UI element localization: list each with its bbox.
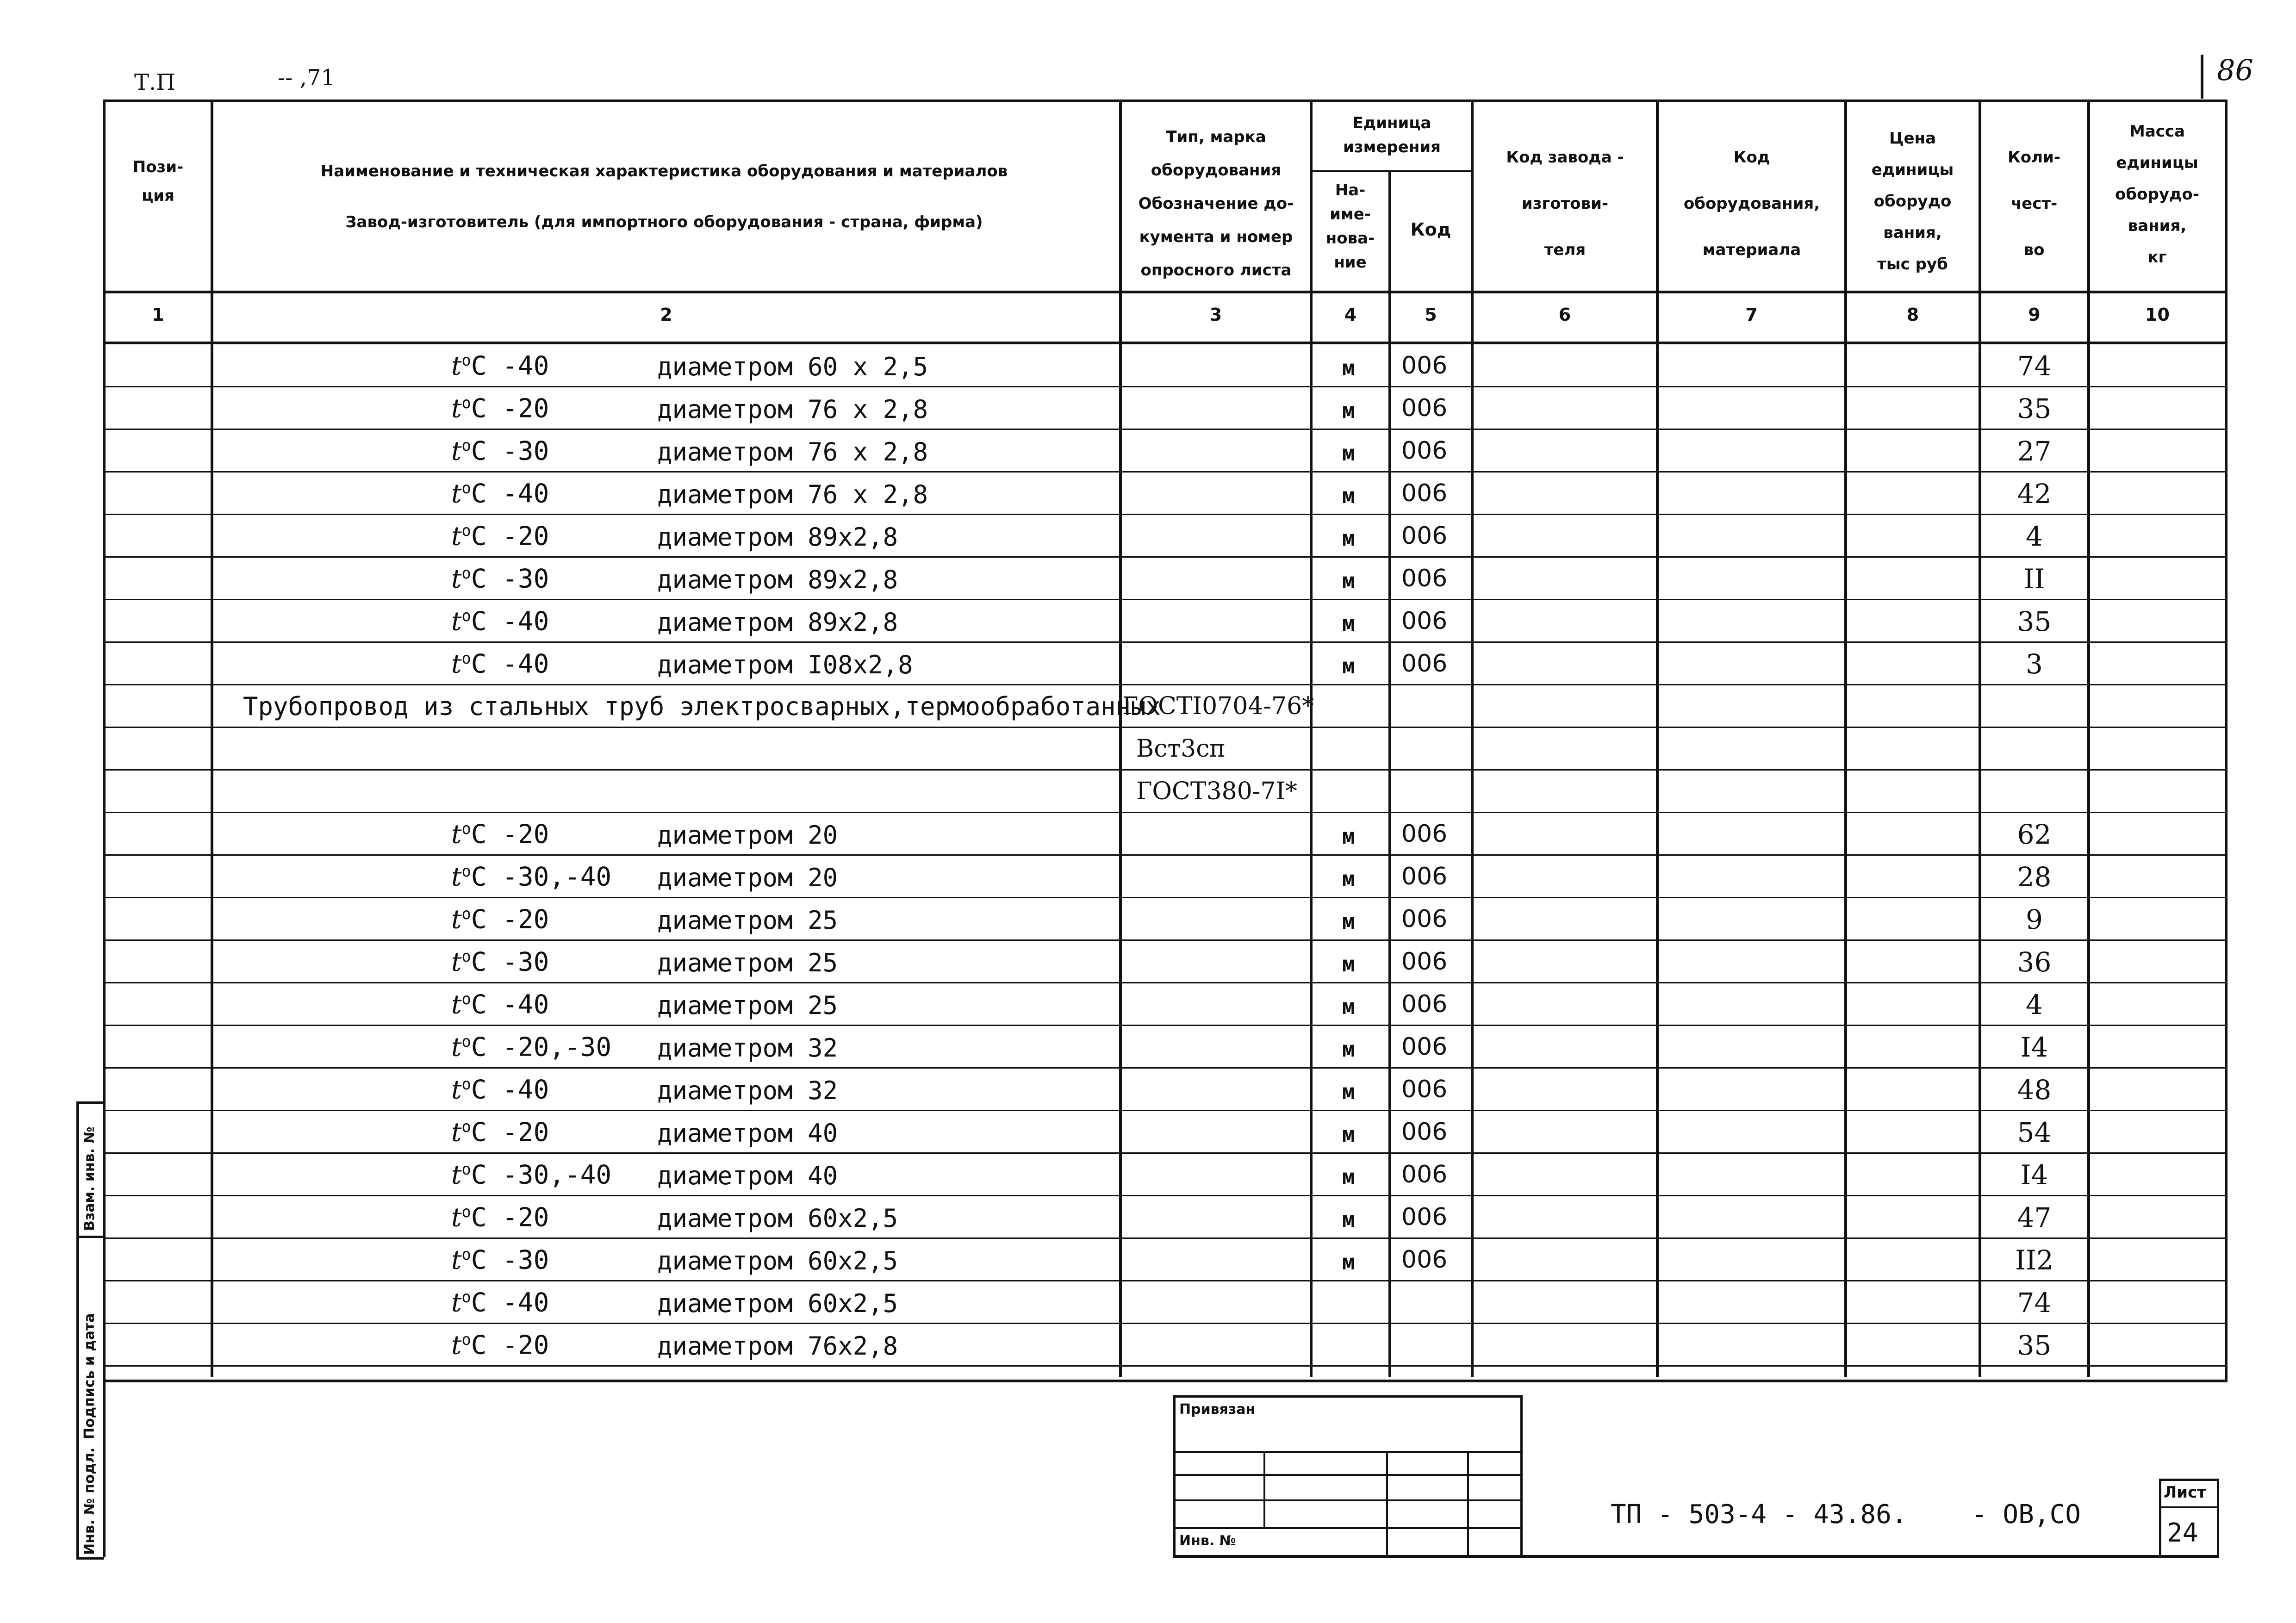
quantity: 54 [2017, 1117, 2052, 1148]
quantity: 28 [2017, 861, 2052, 893]
diameter: диаметром 20 [657, 863, 838, 892]
unit-code: 006 [1401, 990, 1448, 1018]
quantity: 74 [2017, 350, 2052, 382]
quantity: 74 [2017, 1287, 2052, 1318]
diameter: диаметром 89х2,8 [657, 565, 898, 594]
unit-name: м [1342, 653, 1355, 678]
header-unit-group: Единица измерения [1343, 114, 1441, 156]
header-name: Наименование и техническая характеристика оборудования и материалов Завод-изготовитель (для импортного оборудования - страна, фирма) [320, 162, 1008, 231]
document-suffix: - ОВ,СО [1972, 1499, 2081, 1530]
quantity: I4 [2020, 1032, 2048, 1063]
unit-name: м [1342, 1122, 1355, 1147]
diameter: диаметром 89х2,8 [657, 608, 898, 637]
top-left-label: Т.П [134, 69, 176, 95]
temperature-value: -20 [502, 393, 549, 424]
quantity: 62 [2017, 819, 2052, 850]
temperature: $t^oC$ -40 [451, 649, 549, 679]
temperature-value: -20,-30 [502, 1032, 612, 1063]
quantity: II2 [2015, 1244, 2053, 1276]
unit-code: 006 [1401, 863, 1448, 890]
unit-code: 006 [1401, 1033, 1448, 1061]
temperature-value: -40 [502, 1287, 549, 1318]
quantity: 47 [2017, 1202, 2052, 1233]
temperature-value: -40 [502, 479, 549, 509]
unit-code: 006 [1401, 650, 1448, 678]
quantity: 4 [2026, 521, 2043, 552]
temperature: $t^oC$ -40 [451, 1075, 549, 1105]
unit-code: 006 [1401, 1076, 1448, 1103]
column-number: 6 [1558, 305, 1571, 325]
temperature: $t^oC$ -30 [451, 436, 549, 466]
temperature-value: -40 [502, 989, 549, 1020]
temperature-value: -30 [502, 564, 549, 594]
type-mark: ГОСТI0704-76* [1122, 692, 1314, 720]
unit-name: м [1342, 994, 1355, 1019]
temperature-value: -20 [502, 521, 549, 552]
temperature: $t^oC$ -20 [451, 904, 549, 935]
stamp-inv-no: Инв. № [1179, 1533, 1236, 1549]
quantity: 42 [2017, 478, 2052, 510]
temperature-value: -20 [502, 1330, 549, 1361]
page-corner-number: 86 [2217, 53, 2253, 87]
diameter: диаметром 60 х 2,5 [657, 352, 928, 381]
header-position: Пози- ция [132, 158, 184, 205]
unit-code: 006 [1401, 820, 1448, 848]
temperature: $t^oC$ -20 [451, 1117, 549, 1148]
quantity: 48 [2017, 1074, 2052, 1106]
diameter: диаметром 76 х 2,8 [657, 480, 928, 509]
temperature: $t^oC$ -20 [451, 393, 549, 424]
temperature: $t^oC$ -20 [451, 819, 549, 850]
unit-name: м [1342, 824, 1355, 849]
quantity: 27 [2017, 435, 2052, 467]
column-number: 1 [152, 305, 164, 325]
side-signature-date: Подпись и дата [81, 1313, 98, 1439]
column-number: 10 [2145, 305, 2170, 325]
temperature-value: -40 [502, 649, 549, 679]
temperature-value: -30,-40 [502, 862, 612, 892]
unit-name: м [1342, 483, 1355, 508]
unit-name: м [1342, 909, 1355, 934]
quantity: 9 [2026, 904, 2043, 935]
column-number: 3 [1209, 305, 1222, 325]
unit-code: 006 [1401, 1246, 1448, 1274]
temperature: $t^oC$ -20,-30 [451, 1032, 612, 1063]
column-number: 9 [2028, 305, 2041, 325]
temperature-value: -40 [502, 351, 549, 381]
corner-mark [2201, 55, 2203, 99]
temperature-value: -30,-40 [502, 1160, 612, 1190]
unit-code: 006 [1401, 905, 1448, 933]
side-vzam-inv: Взам. инв. № [81, 1126, 98, 1231]
temperature: $t^oC$ -40 [451, 1287, 549, 1318]
column-number: 5 [1425, 305, 1437, 325]
diameter: диаметром 76х2,8 [657, 1331, 898, 1361]
column-number: 8 [1906, 305, 1919, 325]
temperature: $t^oC$ -20 [451, 521, 549, 552]
temperature-value: -30 [502, 436, 549, 466]
unit-code: 006 [1401, 607, 1448, 635]
temperature: $t^oC$ -30 [451, 1245, 549, 1275]
quantity: 3 [2026, 648, 2043, 680]
unit-name: м [1342, 526, 1355, 551]
temperature-value: -30 [502, 1245, 549, 1275]
header-price: Цена единицы оборудо вания, тыс руб [1871, 129, 1954, 274]
header-type: Тип, марка оборудования Обозначение до- кумента и номер опросного листа [1138, 128, 1294, 280]
temperature-value: -40 [502, 606, 549, 637]
unit-name: м [1342, 1037, 1355, 1062]
document-code: ТП - 503-4 - 43.86. [1611, 1499, 1907, 1530]
header-unit-code: Код [1410, 219, 1451, 240]
sheet-label: Лист [2164, 1483, 2206, 1502]
temperature-value: -30 [502, 947, 549, 977]
unit-code: 006 [1401, 1118, 1448, 1146]
temperature-value: -20 [502, 1202, 549, 1233]
temperature: $t^oC$ -20 [451, 1330, 549, 1361]
unit-name: м [1342, 1079, 1355, 1104]
unit-code: 006 [1401, 437, 1448, 465]
unit-name: м [1342, 355, 1355, 380]
header-unit-name: На- име- нова- ние [1325, 181, 1375, 272]
temperature: $t^oC$ -30 [451, 564, 549, 594]
column-number: 4 [1344, 305, 1357, 325]
unit-code: 006 [1401, 565, 1448, 592]
unit-code: 006 [1401, 352, 1448, 379]
column-number: 7 [1745, 305, 1758, 325]
column-number: 2 [660, 305, 672, 325]
unit-name: м [1342, 951, 1355, 976]
header-equipment-code: Код оборудования, материала [1683, 148, 1820, 259]
diameter: диаметром 40 [657, 1119, 838, 1148]
header-mass: Масса единицы оборудо- вания, кг [2115, 122, 2199, 267]
unit-name: м [1342, 398, 1355, 423]
quantity: 36 [2017, 946, 2052, 978]
diameter: диаметром 25 [657, 906, 838, 935]
unit-code: 006 [1401, 479, 1448, 507]
diameter: диаметром 60х2,5 [657, 1204, 898, 1233]
quantity: 4 [2026, 989, 2043, 1020]
unit-name: м [1342, 1207, 1355, 1232]
quantity: 35 [2017, 1330, 2052, 1361]
temperature: $t^oC$ -20 [451, 1202, 549, 1233]
diameter: диаметром 25 [657, 948, 838, 977]
diameter: диаметром 76 х 2,8 [657, 437, 928, 466]
unit-name: м [1342, 1250, 1355, 1275]
temperature: $t^oC$ -30,-40 [451, 1160, 612, 1190]
unit-name: м [1342, 568, 1355, 593]
quantity: 35 [2017, 393, 2052, 424]
unit-name: м [1342, 441, 1355, 466]
temperature: $t^oC$ -40 [451, 351, 549, 381]
temperature: $t^oC$ -30,-40 [451, 862, 612, 892]
type-mark: ГОСТ380-7I* [1136, 777, 1297, 805]
temperature: $t^oC$ -40 [451, 989, 549, 1020]
header-factory-code: Код завода - изготови- теля [1506, 148, 1624, 259]
row-title: Трубопровод из стальных труб электросварных,термообработанных [243, 692, 1161, 721]
unit-name: м [1342, 866, 1355, 891]
temperature: $t^oC$ -30 [451, 947, 549, 977]
temperature-value: -20 [502, 904, 549, 935]
side-inv-podl: Инв. № подл. [81, 1447, 98, 1555]
unit-name: м [1342, 611, 1355, 636]
diameter: диаметром 32 [657, 1076, 838, 1105]
temperature-value: -40 [502, 1075, 549, 1105]
temperature-value: -20 [502, 1117, 549, 1148]
diameter: диаметром 25 [657, 991, 838, 1020]
unit-code: 006 [1401, 1203, 1448, 1231]
diameter: диаметром 89х2,8 [657, 522, 898, 552]
quantity: 35 [2017, 606, 2052, 637]
diameter: диаметром 60х2,5 [657, 1246, 898, 1275]
temperature: $t^oC$ -40 [451, 479, 549, 509]
unit-name: м [1342, 1164, 1355, 1189]
top-marks: -- ,71 [278, 65, 336, 91]
header-quantity: Коли- чест- во [2008, 148, 2060, 259]
diameter: диаметром 20 [657, 821, 838, 850]
unit-code: 006 [1401, 522, 1448, 550]
unit-code: 006 [1401, 948, 1448, 976]
unit-code: 006 [1401, 1161, 1448, 1188]
quantity: I4 [2020, 1159, 2048, 1191]
sheet-number: 24 [2167, 1518, 2198, 1548]
diameter: диаметром 60х2,5 [657, 1289, 898, 1318]
temperature: $t^oC$ -40 [451, 606, 549, 637]
diameter: диаметром I08х2,8 [657, 650, 913, 679]
quantity: II [2023, 563, 2045, 595]
unit-code: 006 [1401, 394, 1448, 422]
type-mark: Вст3сп [1136, 735, 1226, 763]
diameter: диаметром 32 [657, 1033, 838, 1063]
diameter: диаметром 76 х 2,8 [657, 395, 928, 424]
stamp-privyazan: Привязан [1179, 1401, 1256, 1418]
diameter: диаметром 40 [657, 1161, 838, 1190]
temperature-value: -20 [502, 819, 549, 850]
